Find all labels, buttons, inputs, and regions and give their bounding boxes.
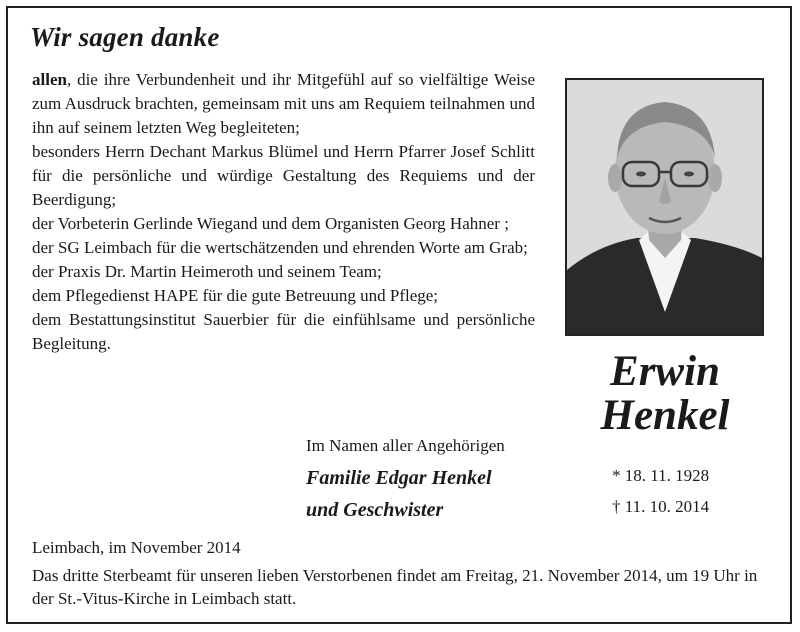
birth-date: * 18. 11. 1928 xyxy=(612,466,710,485)
thanks-line-7: dem Bestattungsinstitut Sauerbier für die einfühlsame und persönliche Begleitung. xyxy=(32,310,535,353)
portrait-illustration xyxy=(567,80,762,334)
signature-family xyxy=(306,462,505,526)
death-date: † 11. 10. 2014 xyxy=(612,497,710,516)
thanks-line-4: der SG Leimbach für die wertschätzenden und ehrenden Worte am Grab; xyxy=(32,238,528,257)
thanks-text xyxy=(32,68,535,356)
thanks-line-1: , die ihre Verbundenheit und ihr Mitgefühl auf so vielfältige Weise zum Ausdruck brachten, gemeinsam mit uns am Requiem teilnahmen und ihn auf seinem letzten Weg begleiteten; xyxy=(32,70,535,137)
signature-block xyxy=(306,434,505,526)
portrait-photo xyxy=(565,78,764,336)
signature-intro: Im Namen aller Angehörigen xyxy=(306,436,505,455)
signature-family-line-1: Familie Edgar Henkel xyxy=(306,467,492,489)
life-dates xyxy=(612,460,709,522)
lead-word: allen xyxy=(32,70,67,89)
place-date: Leimbach, im November 2014 xyxy=(32,538,241,557)
deceased-first-name: Erwin xyxy=(610,348,720,395)
heading: Wir sagen danke xyxy=(30,22,220,52)
thanks-line-6: dem Pflegedienst HAPE für die gute Betreuung und Pflege; xyxy=(32,286,439,305)
memorial-notice: Das dritte Sterbeamt für unseren lieben Verstorbenen findet am Freitag, 21. November 2014, um 19 Uhr in der St.-Vitus-Kirche in Leimbach statt. xyxy=(32,566,758,608)
signature-family-line-2: und Geschwister xyxy=(306,499,444,521)
deceased-last-name: Henkel xyxy=(600,392,730,439)
thanks-line-3: der Vorbeterin Gerlinde Wiegand und dem Organisten Georg Hahner ; xyxy=(32,214,509,233)
thanks-line-2: besonders Herrn Dechant Markus Blümel und Herrn Pfarrer Josef Schlitt für die persönliche und würdige Gestaltung des Requiems und der Beerdigung; xyxy=(32,142,535,209)
thanks-line-5: der Praxis Dr. Martin Heimeroth und seinem Team; xyxy=(32,262,382,281)
thanks-paragraph-1 xyxy=(32,68,535,140)
